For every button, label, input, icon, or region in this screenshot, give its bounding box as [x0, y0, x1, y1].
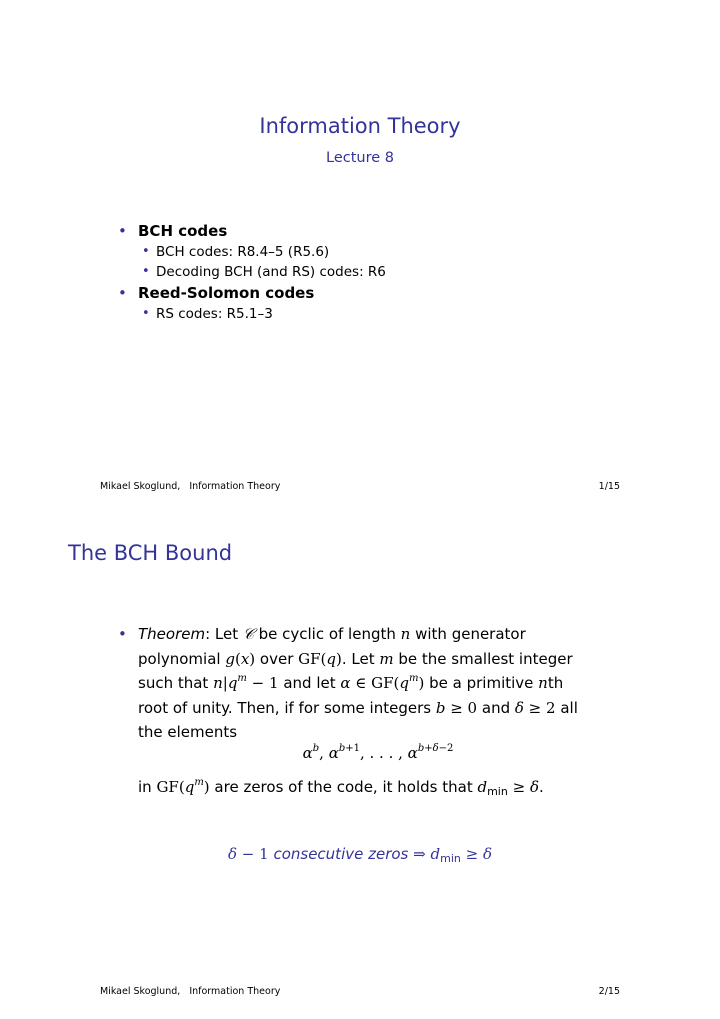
footer [100, 481, 620, 492]
slide-subtitle: Lecture 8 [326, 150, 394, 166]
footer [100, 986, 620, 997]
bullet-icon: • [118, 625, 127, 643]
footer-course: Information Theory [189, 481, 281, 492]
theorem-line: root of unity. Then, if for some integers b ≥ 0 and δ ≥ 2 all [138, 698, 578, 717]
page-number: 1/15 [598, 481, 620, 492]
theorem-equation: $\alpha^b$, $\alpha^{b+1}$, . . . , $\alpha^{b+\delta-2}$ [302, 742, 454, 762]
footer-author: Mikael Skoglund, [100, 986, 181, 997]
outline-item-rs: • Reed-Solomon codes [118, 282, 618, 304]
theorem-line: Theorem: Let 𝒞 be cyclic of length n with generator [138, 625, 526, 643]
theorem-line: such that $n|q^m - 1$ and let α ∈ $GF(q^m)$ be a primitive nth [138, 673, 564, 692]
outline-list [118, 220, 618, 324]
slide-title: Information Theory [259, 114, 461, 138]
footer-author: Mikael Skoglund, [100, 481, 181, 492]
outline-item-bch: • BCH codes [118, 220, 618, 242]
theorem-label: Theorem [138, 625, 206, 643]
outline-subitem: • RS codes: R5.1–3 [118, 304, 618, 324]
frame-title: The BCH Bound [68, 541, 233, 565]
footer-course: Information Theory [189, 986, 281, 997]
theorem-line: the elements [138, 723, 238, 741]
theorem-line: in $GF(q^m)$ are zeros of the code, it holds that $d_{min} \ge \delta$. [138, 777, 544, 798]
outline-subitem: • Decoding BCH (and RS) codes: R6 [118, 262, 618, 282]
highlight-statement: δ − 1 consecutive zeros ⇒ $d_{min} \ge \delta$ [227, 845, 492, 865]
outline-subitem: • BCH codes: R8.4–5 (R5.6) [118, 242, 618, 262]
slide-2 [0, 505, 720, 1010]
theorem-line: polynomial g(x) over GF(q). Let m be the smallest integer [138, 649, 573, 668]
slide-1 [0, 0, 720, 505]
theorem-block [118, 622, 618, 800]
page-number: 2/15 [598, 986, 620, 997]
